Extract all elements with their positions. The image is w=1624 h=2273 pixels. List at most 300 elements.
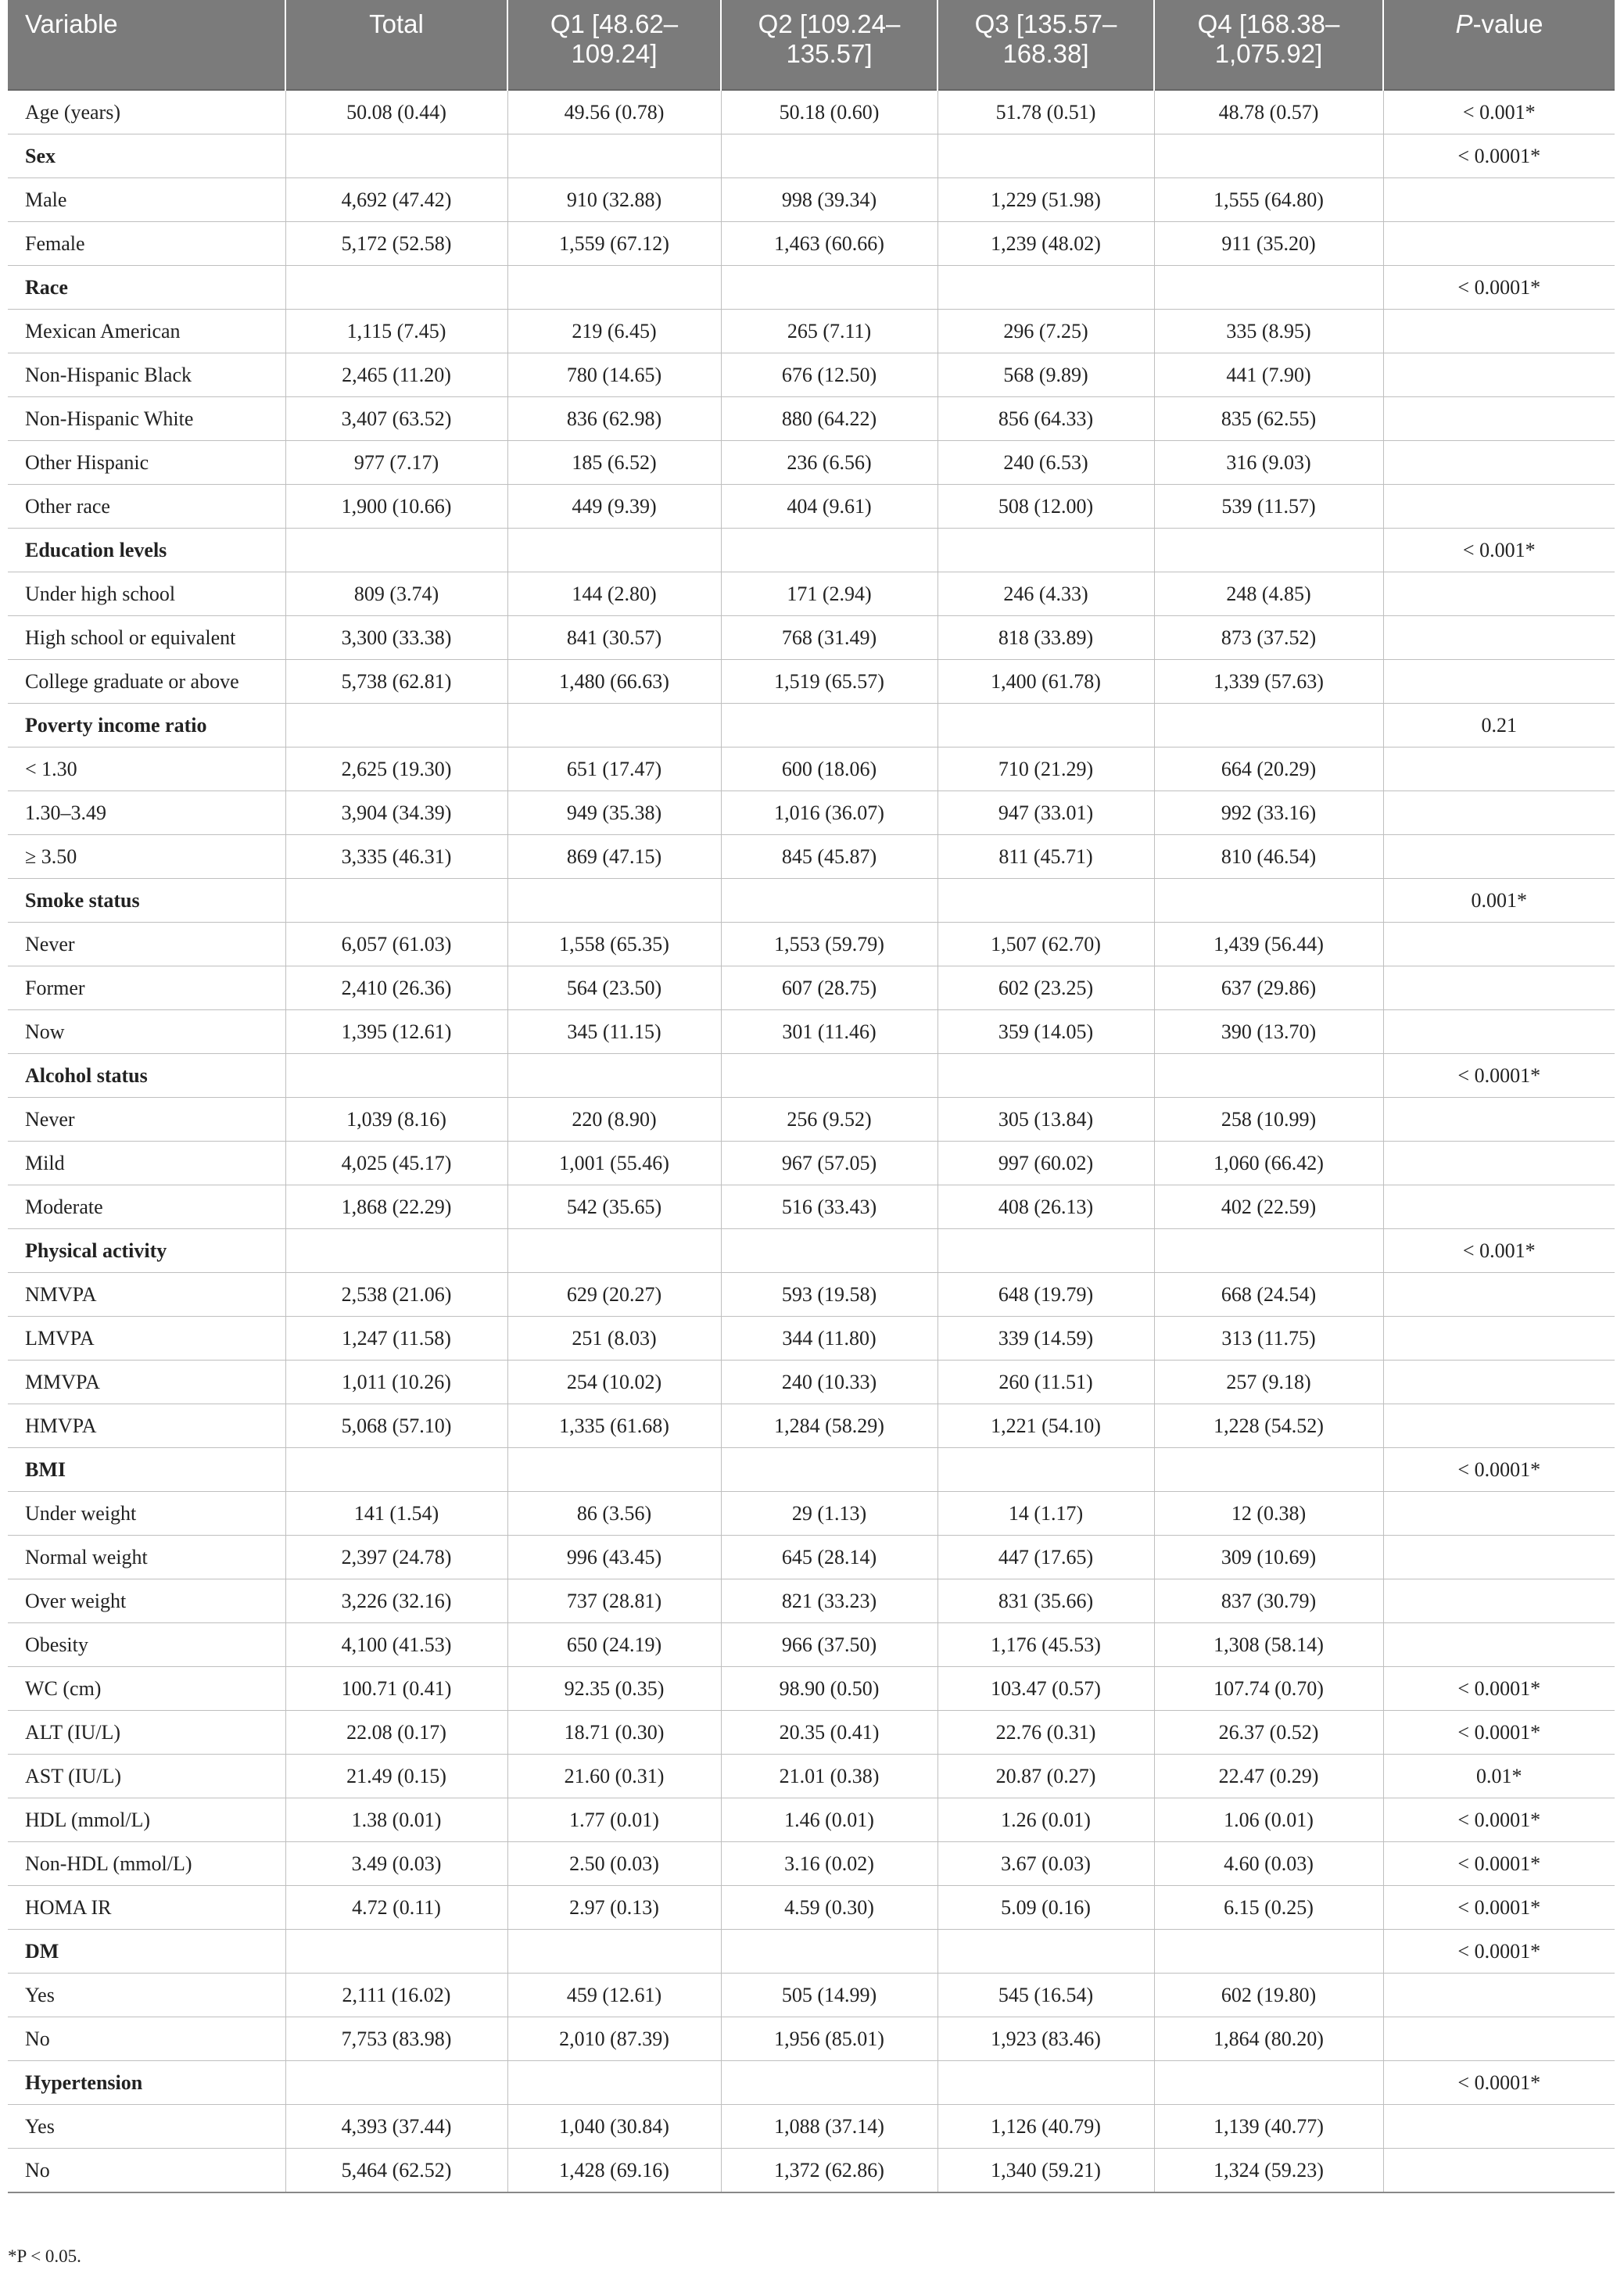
cell-total: 1,011 (10.26) [285, 1361, 507, 1404]
cell-p-value [1383, 923, 1615, 966]
cell-q1: 459 (12.61) [507, 1974, 721, 2017]
cell-variable: Under high school [8, 572, 285, 616]
cell-total: 7,753 (83.98) [285, 2017, 507, 2061]
cell-q1 [507, 529, 721, 572]
cell-q4: 1,139 (40.77) [1154, 2105, 1383, 2149]
table-row [8, 2017, 1615, 2061]
cell-q4 [1154, 1448, 1383, 1492]
cell-q2: 645 (28.14) [721, 1536, 937, 1579]
cell-variable: Education levels [8, 529, 285, 572]
cell-q2: 301 (11.46) [721, 1010, 937, 1054]
cell-total [285, 529, 507, 572]
cell-total: 3,407 (63.52) [285, 397, 507, 441]
cell-q4 [1154, 1229, 1383, 1273]
cell-variable: WC (cm) [8, 1667, 285, 1711]
cell-q2 [721, 134, 937, 178]
cell-q2: 1,553 (59.79) [721, 923, 937, 966]
cell-p-value: < 0.0001* [1383, 1930, 1615, 1974]
cell-q4: 810 (46.54) [1154, 835, 1383, 879]
cell-q4: 1,555 (64.80) [1154, 178, 1383, 222]
table-body [8, 90, 1615, 2192]
cell-variable: Obesity [8, 1623, 285, 1667]
cell-variable: ALT (IU/L) [8, 1711, 285, 1755]
cell-p-value [1383, 178, 1615, 222]
cell-p-value [1383, 1623, 1615, 1667]
cell-q2: 600 (18.06) [721, 748, 937, 791]
cell-p-value [1383, 1010, 1615, 1054]
cell-q3: 51.78 (0.51) [937, 90, 1154, 134]
cell-p-value [1383, 1273, 1615, 1317]
cell-q2: 1,956 (85.01) [721, 2017, 937, 2061]
cell-q2: 1,519 (65.57) [721, 660, 937, 704]
cell-variable: HMVPA [8, 1404, 285, 1448]
cell-q2 [721, 704, 937, 748]
cell-q3: 947 (33.01) [937, 791, 1154, 835]
cell-p-value [1383, 441, 1615, 485]
cell-total: 1,900 (10.66) [285, 485, 507, 529]
cell-q2: 171 (2.94) [721, 572, 937, 616]
cell-q4: 637 (29.86) [1154, 966, 1383, 1010]
cell-total: 4,100 (41.53) [285, 1623, 507, 1667]
cell-p-value: < 0.001* [1383, 90, 1615, 134]
cell-q3: 359 (14.05) [937, 1010, 1154, 1054]
cell-variable: Mild [8, 1142, 285, 1185]
cell-total [285, 704, 507, 748]
cell-q3 [937, 1930, 1154, 1974]
cell-p-value [1383, 1579, 1615, 1623]
cell-q3: 447 (17.65) [937, 1536, 1154, 1579]
cell-q4: 664 (20.29) [1154, 748, 1383, 791]
cell-q3: 508 (12.00) [937, 485, 1154, 529]
table-row [8, 791, 1615, 835]
cell-q3 [937, 266, 1154, 310]
cell-q1 [507, 1054, 721, 1098]
table-row [8, 178, 1615, 222]
table-row [8, 748, 1615, 791]
cell-total [285, 266, 507, 310]
table-row [8, 1404, 1615, 1448]
cell-variable: Non-HDL (mmol/L) [8, 1842, 285, 1886]
cell-q4: 248 (4.85) [1154, 572, 1383, 616]
cell-q1 [507, 1930, 721, 1974]
cell-q2 [721, 1229, 937, 1273]
cell-q2: 344 (11.80) [721, 1317, 937, 1361]
table-row [8, 1536, 1615, 1579]
cell-q4: 257 (9.18) [1154, 1361, 1383, 1404]
cell-q1: 219 (6.45) [507, 310, 721, 353]
cell-q2: 880 (64.22) [721, 397, 937, 441]
cell-q2: 50.18 (0.60) [721, 90, 937, 134]
cell-q3 [937, 1054, 1154, 1098]
cell-q1: 1,428 (69.16) [507, 2149, 721, 2193]
cell-variable: Now [8, 1010, 285, 1054]
cell-p-value: < 0.0001* [1383, 1711, 1615, 1755]
header-p-value [1383, 0, 1615, 90]
cell-q3: 1,400 (61.78) [937, 660, 1154, 704]
cell-p-value [1383, 748, 1615, 791]
cell-q3 [937, 1448, 1154, 1492]
cell-total: 3,335 (46.31) [285, 835, 507, 879]
cell-q1: 869 (47.15) [507, 835, 721, 879]
cell-variable: Physical activity [8, 1229, 285, 1273]
cell-q1: 651 (17.47) [507, 748, 721, 791]
cell-total: 5,738 (62.81) [285, 660, 507, 704]
cell-total: 141 (1.54) [285, 1492, 507, 1536]
cell-variable: Non-Hispanic White [8, 397, 285, 441]
cell-variable: BMI [8, 1448, 285, 1492]
header-q4: Q4 [168.38–1,075.92] [1154, 0, 1383, 90]
cell-q3: 103.47 (0.57) [937, 1667, 1154, 1711]
cell-p-value: 0.001* [1383, 879, 1615, 923]
cell-p-value: < 0.0001* [1383, 1886, 1615, 1930]
cell-q1 [507, 1229, 721, 1273]
cell-q4: 313 (11.75) [1154, 1317, 1383, 1361]
cell-q4: 309 (10.69) [1154, 1536, 1383, 1579]
cell-variable: Mexican American [8, 310, 285, 353]
cell-q4: 668 (24.54) [1154, 1273, 1383, 1317]
table-row [8, 923, 1615, 966]
cell-q3: 22.76 (0.31) [937, 1711, 1154, 1755]
table-header [8, 0, 1615, 90]
cell-q4: 1,324 (59.23) [1154, 2149, 1383, 2193]
cell-total: 4,393 (37.44) [285, 2105, 507, 2149]
cell-q3: 1.26 (0.01) [937, 1798, 1154, 1842]
cell-q3: 818 (33.89) [937, 616, 1154, 660]
cell-q2: 265 (7.11) [721, 310, 937, 353]
section-row [8, 879, 1615, 923]
cell-q2: 607 (28.75) [721, 966, 937, 1010]
cell-q3: 1,923 (83.46) [937, 2017, 1154, 2061]
cell-variable: Female [8, 222, 285, 266]
cell-q4: 539 (11.57) [1154, 485, 1383, 529]
cell-p-value [1383, 310, 1615, 353]
table-row [8, 90, 1615, 134]
cell-total: 3.49 (0.03) [285, 1842, 507, 1886]
cell-q4: 402 (22.59) [1154, 1185, 1383, 1229]
cell-total [285, 2061, 507, 2105]
header-q1: Q1 [48.62–109.24] [507, 0, 721, 90]
cell-q2: 516 (33.43) [721, 1185, 937, 1229]
cell-variable: Sex [8, 134, 285, 178]
table-row [8, 572, 1615, 616]
cell-p-value [1383, 1361, 1615, 1404]
cell-q4: 1,339 (57.63) [1154, 660, 1383, 704]
cell-p-value [1383, 660, 1615, 704]
cell-q4 [1154, 879, 1383, 923]
cell-p-value [1383, 966, 1615, 1010]
cell-q1: 1,559 (67.12) [507, 222, 721, 266]
cell-q3: 1,221 (54.10) [937, 1404, 1154, 1448]
cell-total: 1,039 (8.16) [285, 1098, 507, 1142]
cell-variable: AST (IU/L) [8, 1755, 285, 1798]
table-row [8, 660, 1615, 704]
cell-total: 2,111 (16.02) [285, 1974, 507, 2017]
section-row [8, 134, 1615, 178]
cell-p-value [1383, 2149, 1615, 2193]
cell-variable: NMVPA [8, 1273, 285, 1317]
section-row [8, 704, 1615, 748]
cell-q4: 12 (0.38) [1154, 1492, 1383, 1536]
cell-q1: 21.60 (0.31) [507, 1755, 721, 1798]
cell-total: 21.49 (0.15) [285, 1755, 507, 1798]
cell-total: 3,904 (34.39) [285, 791, 507, 835]
cell-p-value: < 0.0001* [1383, 2061, 1615, 2105]
cell-total: 100.71 (0.41) [285, 1667, 507, 1711]
table-row [8, 966, 1615, 1010]
cell-variable: Never [8, 1098, 285, 1142]
cell-q2 [721, 1054, 937, 1098]
cell-q4: 602 (19.80) [1154, 1974, 1383, 2017]
cell-p-value [1383, 572, 1615, 616]
cell-q4: 1,308 (58.14) [1154, 1623, 1383, 1667]
cell-q1: 2.97 (0.13) [507, 1886, 721, 1930]
cell-variable: LMVPA [8, 1317, 285, 1361]
cell-variable: Over weight [8, 1579, 285, 1623]
table-row [8, 1492, 1615, 1536]
table-row [8, 1273, 1615, 1317]
cell-q1: 1.77 (0.01) [507, 1798, 721, 1842]
table-row [8, 1317, 1615, 1361]
table-row [8, 1755, 1615, 1798]
cell-q2: 593 (19.58) [721, 1273, 937, 1317]
cell-total: 4.72 (0.11) [285, 1886, 507, 1930]
cell-q1: 254 (10.02) [507, 1361, 721, 1404]
cell-q4: 4.60 (0.03) [1154, 1842, 1383, 1886]
cell-p-value [1383, 791, 1615, 835]
cell-q2: 676 (12.50) [721, 353, 937, 397]
cell-variable: Age (years) [8, 90, 285, 134]
cell-total: 1,115 (7.45) [285, 310, 507, 353]
table-row [8, 1711, 1615, 1755]
header-p-letter: P [1455, 9, 1473, 38]
cell-p-value: < 0.0001* [1383, 1798, 1615, 1842]
cell-total: 3,300 (33.38) [285, 616, 507, 660]
cell-p-value: < 0.0001* [1383, 134, 1615, 178]
cell-q2 [721, 879, 937, 923]
cell-q3: 811 (45.71) [937, 835, 1154, 879]
cell-q2: 21.01 (0.38) [721, 1755, 937, 1798]
table-row [8, 222, 1615, 266]
cell-variable: High school or equivalent [8, 616, 285, 660]
cell-total: 4,025 (45.17) [285, 1142, 507, 1185]
cell-p-value [1383, 2017, 1615, 2061]
cell-q1 [507, 1448, 721, 1492]
cell-q4: 26.37 (0.52) [1154, 1711, 1383, 1755]
cell-q3: 831 (35.66) [937, 1579, 1154, 1623]
cell-variable: Hypertension [8, 2061, 285, 2105]
cell-total [285, 879, 507, 923]
cell-q3: 3.67 (0.03) [937, 1842, 1154, 1886]
cell-q4 [1154, 1054, 1383, 1098]
cell-q4 [1154, 529, 1383, 572]
cell-q4 [1154, 266, 1383, 310]
cell-p-value [1383, 1317, 1615, 1361]
cell-variable: Normal weight [8, 1536, 285, 1579]
cell-q2: 967 (57.05) [721, 1142, 937, 1185]
cell-q1: 629 (20.27) [507, 1273, 721, 1317]
cell-variable: ≥ 3.50 [8, 835, 285, 879]
cell-q3: 1,126 (40.79) [937, 2105, 1154, 2149]
cell-p-value: 0.01* [1383, 1755, 1615, 1798]
section-row [8, 2061, 1615, 2105]
cell-q3 [937, 879, 1154, 923]
cell-p-value [1383, 1142, 1615, 1185]
cell-p-value [1383, 2105, 1615, 2149]
cell-total [285, 1448, 507, 1492]
cell-total [285, 134, 507, 178]
cell-total: 1,395 (12.61) [285, 1010, 507, 1054]
cell-p-value: 0.21 [1383, 704, 1615, 748]
cell-q4: 390 (13.70) [1154, 1010, 1383, 1054]
table-row [8, 1623, 1615, 1667]
cell-q2: 404 (9.61) [721, 485, 937, 529]
table-row [8, 1667, 1615, 1711]
cell-total: 22.08 (0.17) [285, 1711, 507, 1755]
cell-q4: 335 (8.95) [1154, 310, 1383, 353]
cell-q4: 22.47 (0.29) [1154, 1755, 1383, 1798]
cell-p-value [1383, 1185, 1615, 1229]
cell-q2: 505 (14.99) [721, 1974, 937, 2017]
cell-variable: HOMA IR [8, 1886, 285, 1930]
cell-q4: 1,228 (54.52) [1154, 1404, 1383, 1448]
cell-q2: 1.46 (0.01) [721, 1798, 937, 1842]
table-row [8, 2105, 1615, 2149]
cell-p-value: < 0.0001* [1383, 1448, 1615, 1492]
cell-variable: Yes [8, 2105, 285, 2149]
header-p-rest: -value [1472, 9, 1543, 38]
cell-q3: 1,239 (48.02) [937, 222, 1154, 266]
cell-q1: 2.50 (0.03) [507, 1842, 721, 1886]
cell-p-value: < 0.0001* [1383, 266, 1615, 310]
table-row [8, 1185, 1615, 1229]
cell-q2: 1,372 (62.86) [721, 2149, 937, 2193]
cell-q3: 545 (16.54) [937, 1974, 1154, 2017]
cell-q1: 2,010 (87.39) [507, 2017, 721, 2061]
cell-q2 [721, 529, 937, 572]
cell-q1: 780 (14.65) [507, 353, 721, 397]
cell-p-value [1383, 616, 1615, 660]
cell-q4: 1,060 (66.42) [1154, 1142, 1383, 1185]
cell-q1: 910 (32.88) [507, 178, 721, 222]
cell-variable: Male [8, 178, 285, 222]
cell-q2 [721, 2061, 937, 2105]
cell-p-value [1383, 485, 1615, 529]
cell-q1: 144 (2.80) [507, 572, 721, 616]
cell-variable: Former [8, 966, 285, 1010]
cell-q1: 345 (11.15) [507, 1010, 721, 1054]
header-q2: Q2 [109.24–135.57] [721, 0, 937, 90]
cell-q3: 997 (60.02) [937, 1142, 1154, 1185]
cell-q1: 18.71 (0.30) [507, 1711, 721, 1755]
cell-p-value [1383, 1404, 1615, 1448]
cell-q1: 650 (24.19) [507, 1623, 721, 1667]
table-row [8, 616, 1615, 660]
footnote: *P < 0.05. [8, 2246, 81, 2266]
table-row [8, 2149, 1615, 2193]
cell-q4: 835 (62.55) [1154, 397, 1383, 441]
cell-q3 [937, 134, 1154, 178]
cell-q4: 441 (7.90) [1154, 353, 1383, 397]
table-row [8, 1886, 1615, 1930]
cell-q1: 1,480 (66.63) [507, 660, 721, 704]
cell-total [285, 1930, 507, 1974]
data-table [8, 0, 1615, 2193]
cell-q2 [721, 1930, 937, 1974]
cell-total: 809 (3.74) [285, 572, 507, 616]
cell-p-value [1383, 397, 1615, 441]
cell-p-value [1383, 1536, 1615, 1579]
cell-q3 [937, 2061, 1154, 2105]
cell-p-value: < 0.001* [1383, 529, 1615, 572]
cell-variable: College graduate or above [8, 660, 285, 704]
cell-p-value: < 0.0001* [1383, 1667, 1615, 1711]
cell-total: 2,625 (19.30) [285, 748, 507, 791]
cell-q1: 185 (6.52) [507, 441, 721, 485]
cell-q2: 3.16 (0.02) [721, 1842, 937, 1886]
cell-q4: 258 (10.99) [1154, 1098, 1383, 1142]
cell-q1: 92.35 (0.35) [507, 1667, 721, 1711]
cell-p-value [1383, 1098, 1615, 1142]
section-row [8, 1229, 1615, 1273]
cell-variable: Alcohol status [8, 1054, 285, 1098]
table-row [8, 1798, 1615, 1842]
cell-q1: 1,558 (65.35) [507, 923, 721, 966]
cell-total: 4,692 (47.42) [285, 178, 507, 222]
cell-q2: 768 (31.49) [721, 616, 937, 660]
cell-variable: Race [8, 266, 285, 310]
cell-total: 1,868 (22.29) [285, 1185, 507, 1229]
table-row [8, 1842, 1615, 1886]
cell-total: 1,247 (11.58) [285, 1317, 507, 1361]
cell-q4 [1154, 1930, 1383, 1974]
cell-q3: 5.09 (0.16) [937, 1886, 1154, 1930]
cell-q2: 1,284 (58.29) [721, 1404, 937, 1448]
cell-q1: 1,001 (55.46) [507, 1142, 721, 1185]
cell-q1: 49.56 (0.78) [507, 90, 721, 134]
table-row [8, 1142, 1615, 1185]
cell-variable: Other race [8, 485, 285, 529]
cell-q4: 911 (35.20) [1154, 222, 1383, 266]
table-row [8, 1098, 1615, 1142]
cell-variable: Never [8, 923, 285, 966]
cell-q3 [937, 1229, 1154, 1273]
cell-total: 5,172 (52.58) [285, 222, 507, 266]
cell-total: 5,068 (57.10) [285, 1404, 507, 1448]
cell-q3: 339 (14.59) [937, 1317, 1154, 1361]
cell-variable: MMVPA [8, 1361, 285, 1404]
cell-variable: Other Hispanic [8, 441, 285, 485]
header-q3: Q3 [135.57–168.38] [937, 0, 1154, 90]
cell-q2: 240 (10.33) [721, 1361, 937, 1404]
cell-variable: Non-Hispanic Black [8, 353, 285, 397]
cell-q1 [507, 134, 721, 178]
cell-q3: 296 (7.25) [937, 310, 1154, 353]
cell-total: 2,465 (11.20) [285, 353, 507, 397]
cell-q1: 737 (28.81) [507, 1579, 721, 1623]
cell-q4: 837 (30.79) [1154, 1579, 1383, 1623]
cell-q2: 998 (39.34) [721, 178, 937, 222]
cell-q1: 542 (35.65) [507, 1185, 721, 1229]
cell-total: 1.38 (0.01) [285, 1798, 507, 1842]
cell-q3: 240 (6.53) [937, 441, 1154, 485]
table-row [8, 1974, 1615, 2017]
cell-total: 6,057 (61.03) [285, 923, 507, 966]
cell-q3: 710 (21.29) [937, 748, 1154, 791]
table-row [8, 835, 1615, 879]
section-row [8, 1930, 1615, 1974]
cell-total: 3,226 (32.16) [285, 1579, 507, 1623]
cell-q2: 29 (1.13) [721, 1492, 937, 1536]
